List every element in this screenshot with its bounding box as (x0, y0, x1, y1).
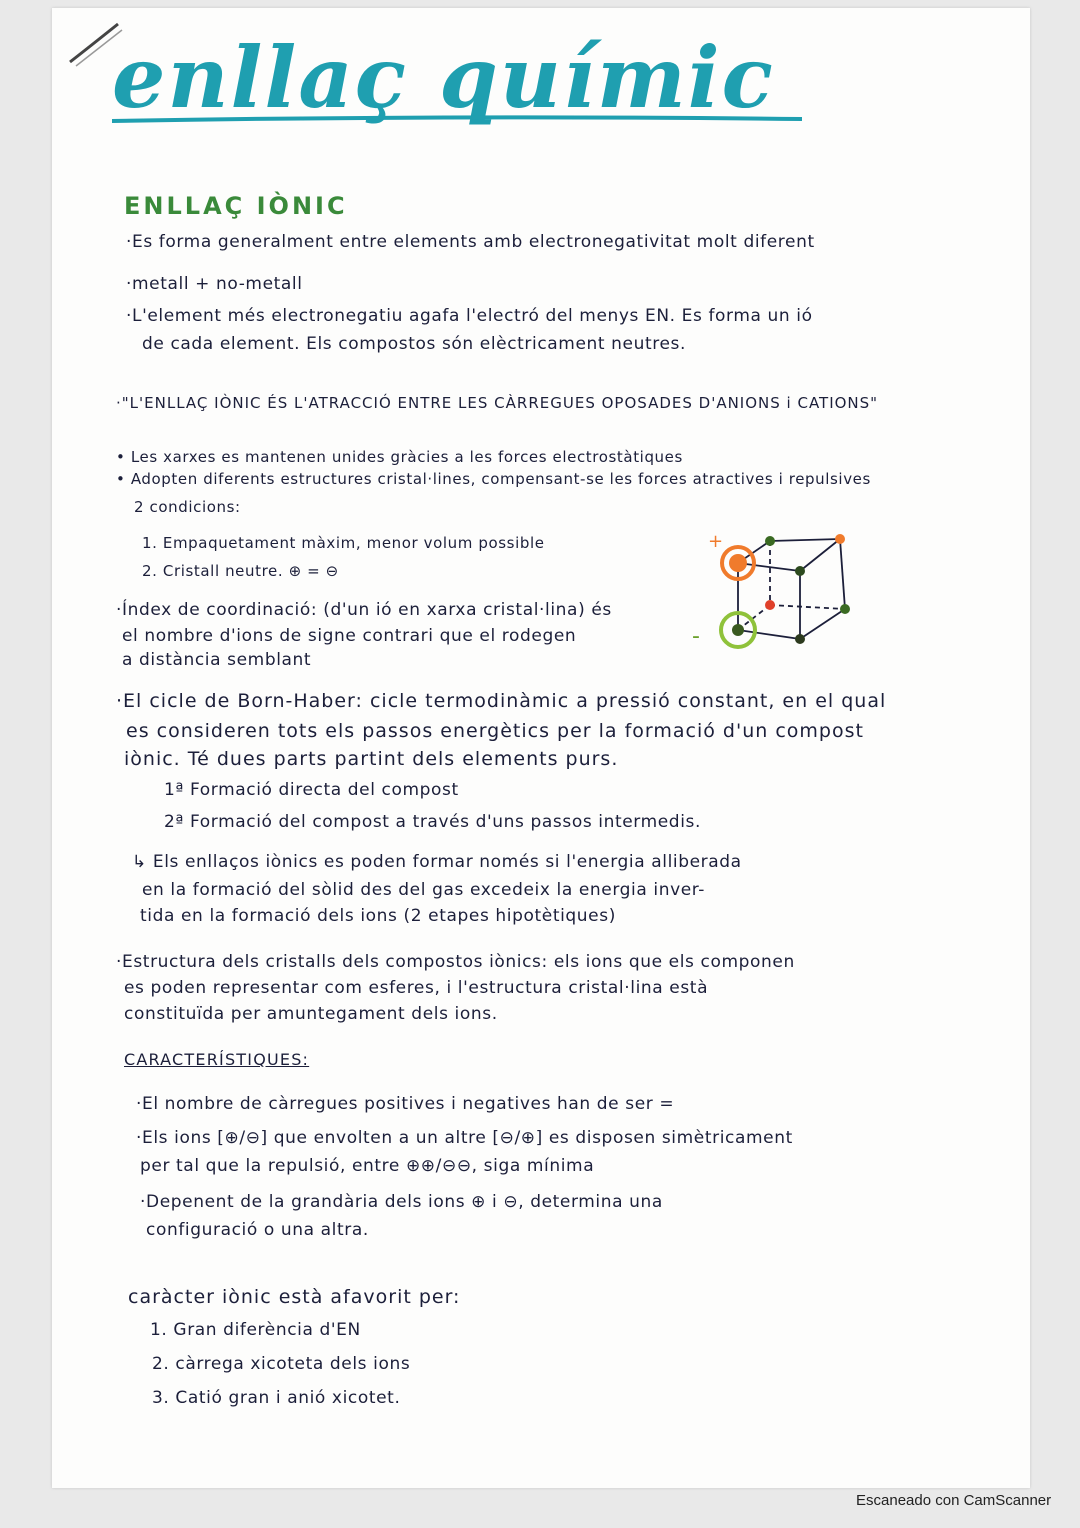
text-line: tida en la formació dels ions (2 etapes hipotètiques) (140, 906, 616, 926)
anion-sign-label: - (692, 624, 700, 649)
text-line: ·metall + no-metall (126, 274, 303, 294)
list-item: 1ª Formació directa del compost (164, 780, 459, 800)
text-line: ·El nombre de càrregues positives i negatives han de ser = (136, 1094, 675, 1114)
section-heading: ENLLAÇ IÒNIC (124, 192, 348, 220)
scanner-watermark: Escaneado con CamScanner (856, 1492, 1052, 1509)
list-item: 1. Gran diferència d'EN (150, 1320, 361, 1340)
title-underline-stroke (112, 115, 802, 125)
list-item: 2. Cristall neutre. ⊕ = ⊖ (142, 562, 339, 580)
text-line: iònic. Té dues parts partint dels elements purs. (124, 748, 619, 770)
text-line: configuració o una altra. (146, 1220, 369, 1240)
cation-sign-label: + (708, 531, 724, 552)
list-item: 3. Catió gran i anió xicotet. (152, 1388, 401, 1408)
text-line: • Les xarxes es mantenen unides gràcies a les forces electrostàtiques (116, 448, 683, 466)
text-line: a distància semblant (122, 650, 312, 670)
text-line: per tal que la repulsió, entre ⊕⊕/⊖⊖, siga mínima (140, 1156, 595, 1176)
list-item: 2ª Formació del compost a través d'uns passos intermedis. (164, 812, 701, 832)
text-line: • Adopten diferents estructures cristal·lines, compensant-se les forces atractives i repulsives (116, 470, 871, 488)
text-line: ·El cicle de Born-Haber: cicle termodinàmic a pressió constant, en el qual (116, 690, 887, 712)
text-line: ·Es forma generalment entre elements amb electronegativitat molt diferent (126, 232, 815, 252)
text-line: es poden representar com esferes, i l'estructura cristal·lina està (124, 978, 709, 998)
text-line: el nombre d'ions de signe contrari que el rodegen (122, 626, 577, 646)
subsection-heading: caràcter iònic està afavorit per: (128, 1286, 461, 1308)
subsection-heading: CARACTERÍSTIQUES: (124, 1050, 310, 1069)
page-title: enllaç químic (112, 28, 775, 127)
text-line: 2 condicions: (134, 498, 241, 516)
text-line: de cada element. Els compostos són elèctricament neutres. (142, 334, 686, 354)
text-line: en la formació del sòlid des del gas excedeix la energia inver- (142, 880, 706, 900)
text-line: ·Índex de coordinació: (d'un ió en xarxa cristal·lina) és (116, 600, 612, 620)
text-line: ↳ Els enllaços iònics es poden formar només si l'energia alliberada (132, 852, 742, 872)
text-line: ·Els ions [⊕/⊖] que envolten a un altre [⊖/⊕] es disposen simètricament (136, 1128, 793, 1148)
crystal-lattice-diagram (690, 525, 865, 675)
list-item: 1. Empaquetament màxim, menor volum possible (142, 534, 545, 552)
text-line: es consideren tots els passos energètics per la formació d'un compost (126, 720, 864, 742)
text-line: ·Depenent de la grandària dels ions ⊕ i ⊖, determina una (140, 1192, 663, 1212)
text-line: constituïda per amuntegament dels ions. (124, 1004, 498, 1024)
text-line: ·L'element més electronegatiu agafa l'electró del menys EN. Es forma un ió (126, 306, 813, 326)
quote-line: ·"L'ENLLAÇ IÒNIC ÉS L'ATRACCIÓ ENTRE LES CÀRREGUES OPOSADES D'ANIONS i CATIONS" (116, 394, 879, 412)
list-item: 2. càrrega xicoteta dels ions (152, 1354, 411, 1374)
text-line: ·Estructura dels cristalls dels compostos iònics: els ions que els componen (116, 952, 795, 972)
